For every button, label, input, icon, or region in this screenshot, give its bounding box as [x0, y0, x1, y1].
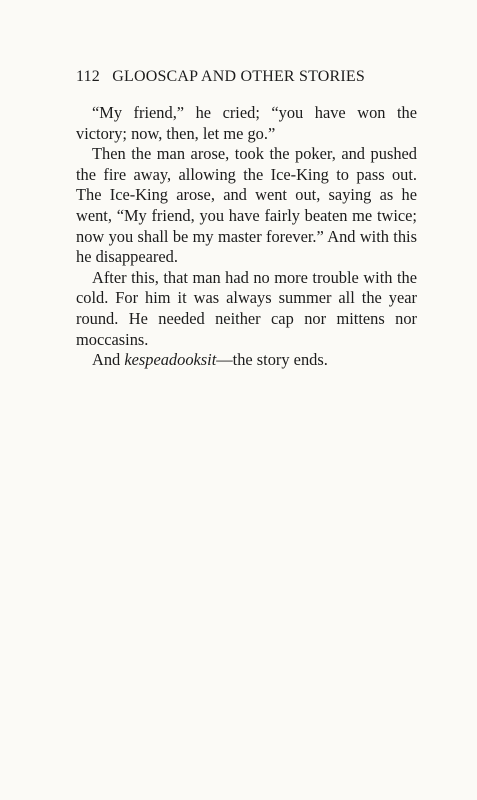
body-text: [76, 103, 417, 371]
running-head: [76, 68, 416, 86]
page-number: 112: [76, 68, 101, 85]
closing-tail: —the story ends.: [216, 350, 328, 370]
paragraph: After this, that man had no more trouble with the cold. For him it was always summer all the year round. He needed neither cap nor mittens nor moccasins.: [76, 267, 417, 349]
paragraph: Then the man arose, took the poker, and pushed the fire away, allowing the Ice-King to pass out. The Ice-King arose, and went out, saying as he went, “My friend, you have fairly beaten me twice; now you shall be my master forever.” And with this he disappeared.: [76, 144, 417, 267]
closing-paragraph: [76, 350, 417, 371]
closing-italic-word: kespeadooksit: [124, 350, 217, 370]
paragraph: “My friend,” he cried; “you have won the victory; now, then, let me go.”: [76, 103, 417, 143]
closing-lead: And: [92, 350, 125, 370]
running-title: GLOOSCAP AND OTHER STORIES: [112, 68, 366, 85]
